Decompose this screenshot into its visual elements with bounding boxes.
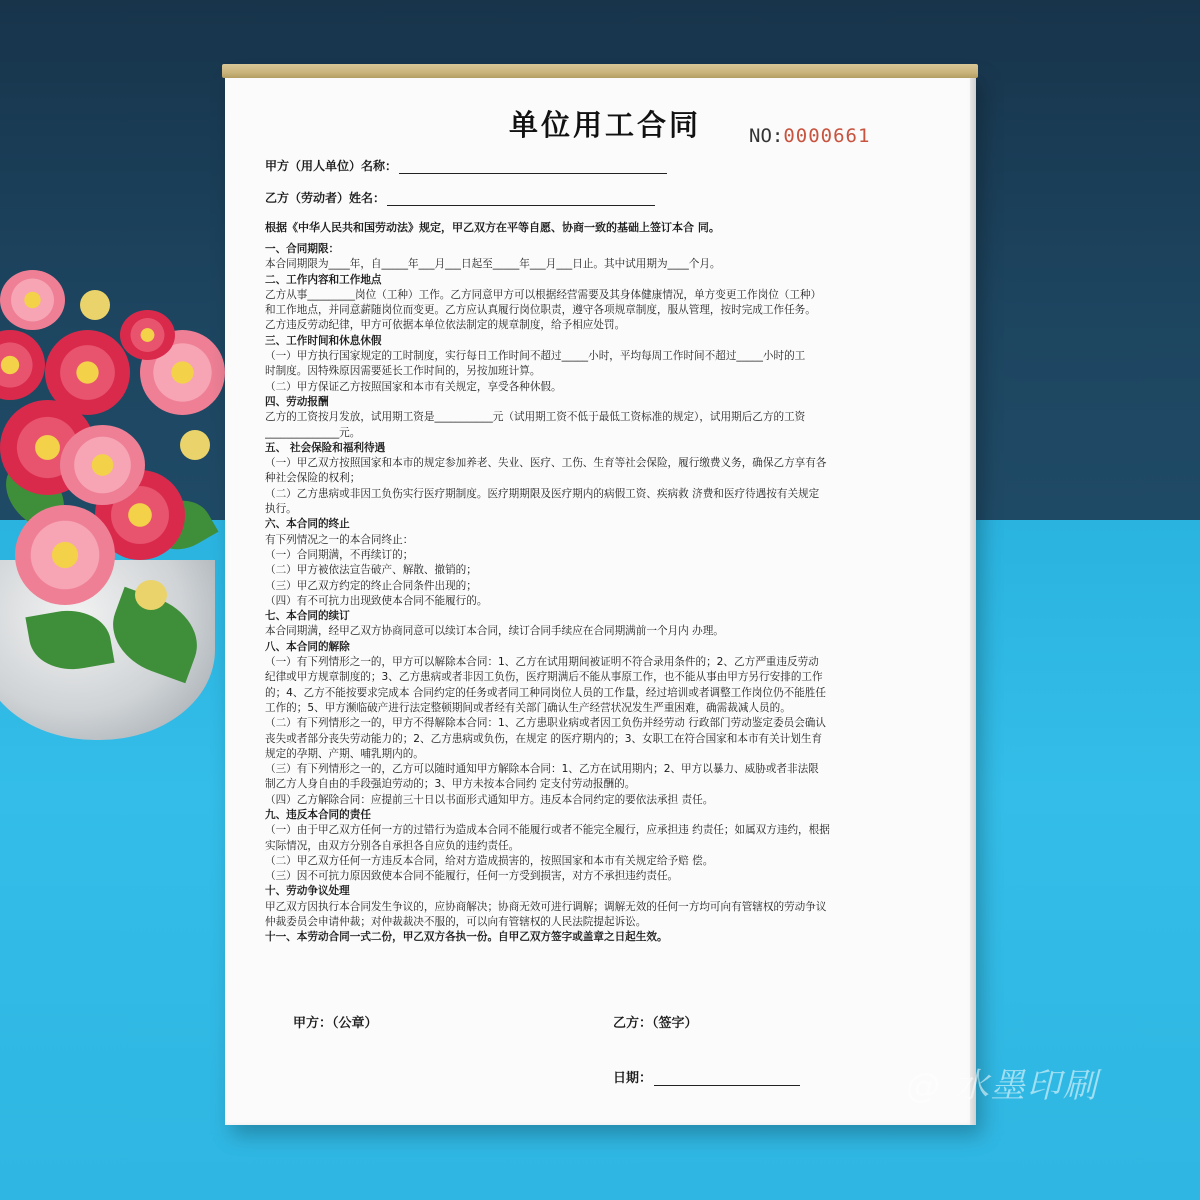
clause-line: （一）由于甲乙双方任何一方的过错行为造成本合同不能履行或者不能完全履行，应承担违 约责任；如属双方违约，根据 xyxy=(265,824,830,837)
clause-line: 乙方从事_________岗位（工种）工作。乙方同意甲方可以根据经营需要及其身体健康情况，单方变更工作岗位（工种） xyxy=(265,288,822,301)
clause-line: （二）有下列情形之一的，甲方不得解除本合同：1、乙方患职业病或者因工负伤并经劳动 行政部门劳动鉴定委员会确认 xyxy=(265,717,826,730)
clause-heading: 三、工作时间和休息休假 xyxy=(265,334,382,347)
clause-line: 丧失或者部分丧失劳动能力的；2、乙方患病或负伤，在规定 的医疗期内的；3、女职工在符合国家和本市有关计划生育 xyxy=(265,732,823,745)
clause-line: （二）甲方被依法宣告破产、解散、撤销的； xyxy=(265,564,477,577)
pad-binding xyxy=(222,64,978,78)
date-label: 日期： xyxy=(613,1071,653,1086)
clause-heading: 十、劳动争议处理 xyxy=(265,885,350,898)
clause-line: （二）甲乙双方任何一方违反本合同，给对方造成损害的，按照国家和本市有关规定给予赔 偿。 xyxy=(265,854,714,867)
clause-line: 本合同期满，经甲乙双方协商同意可以续订本合同，续订合同手续应在合同期满前一个月内 办理。 xyxy=(265,625,724,638)
serial-number xyxy=(749,125,870,147)
flower-bud xyxy=(180,430,210,460)
clause-line: 时制度。因特殊原因需要延长工作时间的，另按加班计算。 xyxy=(265,365,541,378)
clause-line: （四）有不可抗力出现致使本合同不能履行的。 xyxy=(265,594,488,607)
clause-line: 乙方的工资按月发放，试用期工资是___________元（试用期工资不低于最低工资标准的规定），试用期后乙方的工资 xyxy=(265,411,806,424)
clause-line: （四）乙方解除合同：应提前三十日以书面形式通知甲方。违反本合同约定的要依法承担 责任。 xyxy=(265,793,714,806)
clause-line: （二）乙方患病或非因工负伤实行医疗期制度。医疗期期限及医疗期内的病假工资、疾病救 济费和医疗待遇按有关规定 xyxy=(265,487,820,500)
clause-line: 规定的孕期、产期、哺乳期内的。 xyxy=(265,747,424,760)
clause-heading: 五、 社会保险和福利待遇 xyxy=(265,441,386,454)
clause-heading: 十一、本劳动合同一式二份，甲乙双方各执一份。自甲乙双方签字或盖章之日起生效。 xyxy=(265,931,668,944)
flower-bud xyxy=(135,580,167,610)
clause-line: 实际情况，由双方分别各自承担各自应负的违约责任。 xyxy=(265,839,520,852)
clause-heading: 七、本合同的续订 xyxy=(265,610,350,623)
flower xyxy=(0,270,65,330)
flower xyxy=(15,505,115,605)
clause-line: 和工作地点，并同意薪随岗位而变更。乙方应认真履行岗位职责，遵守各项规章制度，服从管理，按时完成工作任务。 xyxy=(265,304,816,317)
party-b-field xyxy=(265,189,655,206)
clause-heading: 六、本合同的终止 xyxy=(265,518,350,531)
clause-line: （三）有下列情形之一的，乙方可以随时通知甲方解除本合同：1、乙方在试用期内；2、甲方以暴力、威胁或者非法限 xyxy=(265,763,819,776)
clause-line: （一）甲乙双方按照国家和本市的规定参加养老、失业、医疗、工伤、生育等社会保险，履行缴费义务，确保乙方享有各 xyxy=(265,457,827,470)
sign-date xyxy=(613,1067,800,1086)
flower xyxy=(120,310,175,360)
clause-line: 乙方违反劳动纪律，甲方可依据本单位依法制定的规章制度，给予相应处罚。 xyxy=(265,319,626,332)
clause-heading: 一、合同期限： xyxy=(265,243,340,255)
contract-body xyxy=(265,242,945,946)
watermark: @ 水墨印刷 xyxy=(906,1066,1099,1106)
document-title: 单位用工合同 xyxy=(508,108,701,142)
clause-line: 工作的；5、甲方濒临破产进行法定整顿期间或者经有关部门确认生产经营状况发生严重困难，确需裁减人员的。 xyxy=(265,701,791,714)
sign-party-b: 乙方：（签字） xyxy=(613,1016,698,1031)
clause-line: （二）甲方保证乙方按照国家和本市有关规定，享受各种休假。 xyxy=(265,380,562,393)
clause-line: 仲裁委员会申请仲裁；对仲裁裁决不服的，可以向有管辖权的人民法院提起诉讼。 xyxy=(265,916,647,929)
clause-line: （三）因不可抗力原因致使本合同不能履行，任何一方受到损害，对方不承担违约责任。 xyxy=(265,870,679,883)
party-b-label: 乙方（劳动者）姓名： xyxy=(265,191,386,205)
intro-text: 根据《中华人民共和国劳动法》规定，甲乙双方在平等自愿、协商一致的基础上签订本合 同。 xyxy=(265,221,720,234)
sign-party-a: 甲方：（公章） xyxy=(293,1016,378,1031)
party-a-line[interactable] xyxy=(399,161,667,174)
clause-line: （一）甲方执行国家规定的工时制度，实行每日工作时间不超过_____小时，平均每周工作时间不超过_____小时的工 xyxy=(265,350,806,363)
party-a-field xyxy=(265,157,667,174)
party-b-line[interactable] xyxy=(387,193,655,206)
serial-label: NO: xyxy=(749,125,784,147)
clause-line: 执行。 xyxy=(265,503,297,516)
clause-line: ______________元。 xyxy=(265,426,361,439)
date-line[interactable] xyxy=(654,1073,800,1086)
page-edge xyxy=(970,78,976,1125)
clause-line: （三）甲乙双方约定的终止合同条件出现的； xyxy=(265,579,477,592)
clause-line: 本合同期限为____年，自_____年___月___日起至_____年___月___日止。其中试用期为____个月。 xyxy=(265,258,721,271)
clause-line: 甲乙双方因执行本合同发生争议的，应协商解决；协商无效可进行调解；调解无效的任何一方均可向有管辖权的劳动争议 xyxy=(265,900,827,913)
flower-bud xyxy=(80,290,110,320)
clause-heading: 八、本合同的解除 xyxy=(265,640,350,653)
clause-line: 有下列情况之一的本合同终止： xyxy=(265,533,414,546)
flower xyxy=(60,425,145,505)
clause-line: 制乙方人身自由的手段强迫劳动的；3、甲方未按本合同约 定支付劳动报酬的。 xyxy=(265,778,636,791)
serial-value: 0000661 xyxy=(783,125,871,147)
clause-heading: 四、劳动报酬 xyxy=(265,395,329,408)
party-a-label: 甲方（用人单位）名称： xyxy=(265,159,398,173)
clause-line: 种社会保险的权利； xyxy=(265,472,361,485)
flower xyxy=(45,330,130,415)
clause-line: （一）合同期满，不再续订的； xyxy=(265,548,414,561)
clause-line: 纪律或甲方规章制度的；3、乙方患病或者非因工负伤，医疗期满后不能从事原工作，也不能从事由甲方另行安排的工作 xyxy=(265,671,823,684)
clause-line: （一）有下列情形之一的，甲方可以解除本合同：1、乙方在试用期间被证明不符合录用条件的；2、乙方严重违反劳动 xyxy=(265,656,819,669)
clause-line: 的；4、乙方不能按要求完成本 合同约定的任务或者同工种同岗位人员的工作量，经过培训或者调整工作岗位仍不能胜任 xyxy=(265,686,826,699)
clause-heading: 二、工作内容和工作地点 xyxy=(265,273,382,286)
clause-heading: 九、违反本合同的责任 xyxy=(265,808,371,821)
